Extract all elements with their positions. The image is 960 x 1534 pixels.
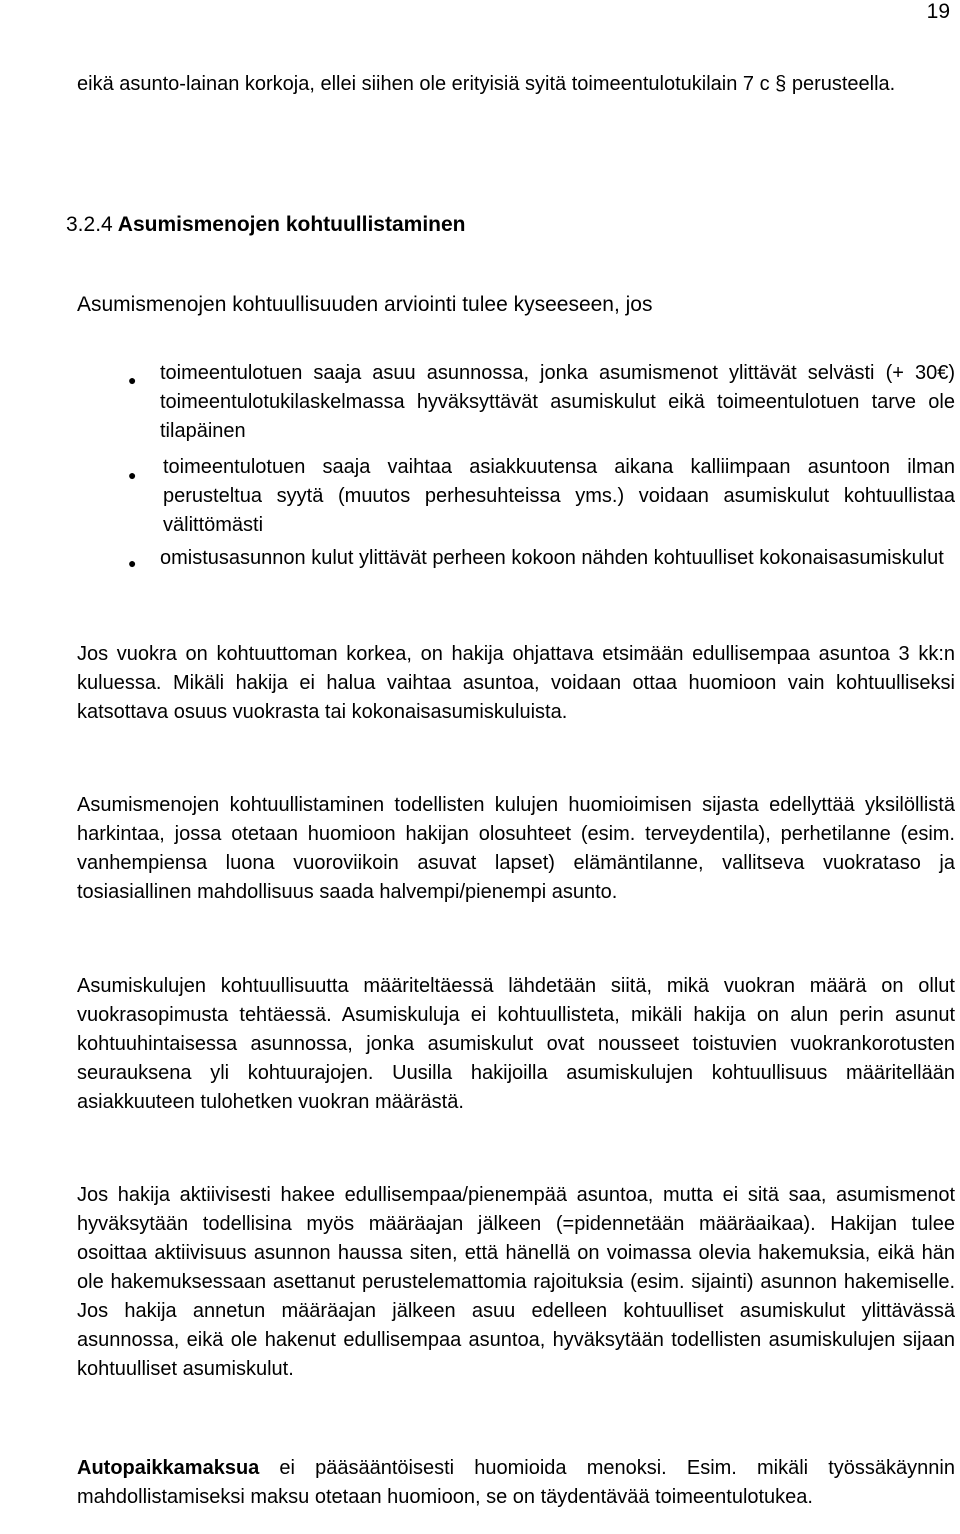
bullet-icon: ● [128,555,137,571]
intro-paragraph: eikä asunto-lainan korkoja, ellei siihen ole erityisiä syitä toimeentulotukilain 7 c § perusteella. [77,73,896,95]
section-heading [66,210,466,239]
list-item: toimeentulotuen saaja vaihtaa asiakkuutensa aikana kalliimpaan asuntoon ilman perusteltua syytä (muutos perhesuhteissa yms.) voidaan asumiskulut kohtuullistaa välittömästi [163,456,955,536]
list-item: omistusasunnon kulut ylittävät perheen kokoon nähden kohtuulliset kokonaisasumiskulut [160,547,944,569]
bullet-icon: ● [128,467,137,483]
page-number: 19 [926,0,950,23]
bold-term: Autopaikkamaksua [77,1457,260,1479]
paragraph: Jos vuokra on kohtuuttoman korkea, on hakija ohjattava etsimään edullisempaa asuntoa 3 kk:n kuluessa. Mikäli hakija ei halua vaihtaa asuntoa, voidaan ottaa huomioon vain kohtuulliseksi katsottava osuus vuokrasta tai kokonaisasumiskuluista. [77,643,955,723]
list-item: toimeentulotuen saaja asuu asunnossa, jonka asumismenot ylittävät selvästi (+ 30€) toimeentulotukilaskelmassa hyväksyttävät asumiskulut eikä toimeentulotuen tarve ole tilapäinen [160,362,955,442]
section-title: Asumismenojen kohtuullistaminen [117,213,466,236]
paragraph: Asumismenojen kohtuullistaminen todellisten kulujen huomioimisen sijasta edellyttää yksilöllistä harkintaa, jossa otetaan huomioon hakijan olosuhteet (esim. terveydentila), perhetilanne (esim. vanhempiensa luona vuoroviikoin asuvat lapset) elämäntilanne, vallitseva vuokrataso ja tosiasiallinen mahdollisuus saada halvempi/pienempi asunto. [77,794,955,903]
section-number: 3.2.4 [66,213,113,236]
closing-paragraph [77,1454,955,1512]
bullet-icon: ● [128,372,137,388]
paragraph: Jos hakija aktiivisesti hakee edullisempaa/pienempää asuntoa, mutta ei sitä saa, asumismenot hyväksytään todellisina myös määräajan jälkeen (=pidennetään määräaikaa). Hakijan tulee osoittaa aktiivisuus asunnon haussa siten, että hänellä on voimassa olevia hakemuksia, eikä hän ole hakemuksessaan asettanut perustelemattomia rajoituksia (esim. sijainti) asunnon hakemiselle. Jos hakija annetun määräajan jälkeen asuu edelleen kohtuulliset asumiskulut ylittävässä asunnossa, eikä ole hakenut edullisempaa asuntoa, hyväksytään todellisten asumiskulujen sijaan kohtuulliset asumiskulut. [77,1184,955,1380]
lead-sentence: Asumismenojen kohtuullisuuden arviointi tulee kyseeseen, jos [77,293,653,316]
closing-text: ei pääsääntöisesti huomioida menoksi. Esim. mikäli työssäkäynnin mahdollistamiseksi maksu otetaan huomioon, se on täydentävää toimeentulotukea. [77,1457,955,1508]
paragraph: Asumiskulujen kohtuullisuutta määriteltäessä lähdetään siitä, mikä vuokran määrä on ollut vuokrasopimusta tehtäessä. Asumiskuluja ei kohtuullisteta, mikäli hakija on alun perin asunut kohtuuhintaisessa asunnossa, jonka asumiskulut ovat nousseet toistuvien vuokrankorotusten seurauksena yli kohtuurajojen. Uusilla hakijoilla asumiskulujen kohtuullisuus määritellään asiakkuuteen tulohetken vuokran määrästä. [77,975,955,1113]
